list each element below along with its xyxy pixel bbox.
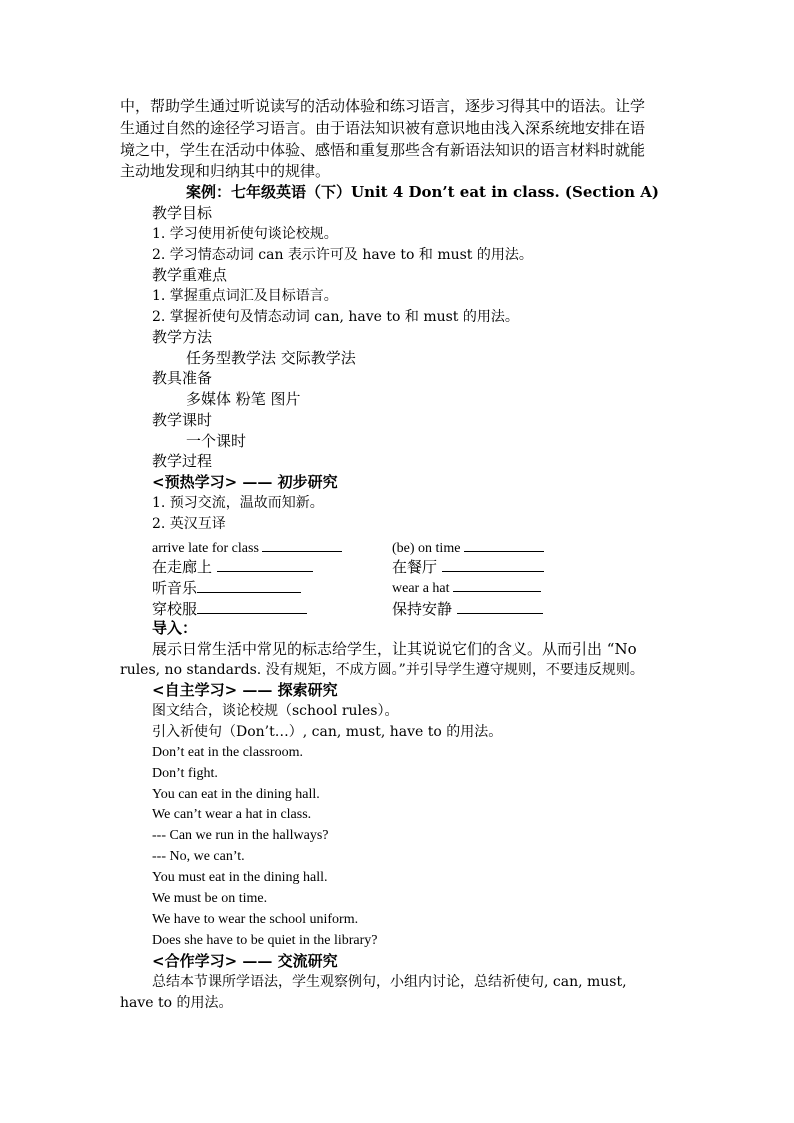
example-sentence: --- No, we can’t. [152, 849, 245, 864]
intro-line-2: 生通过自然的途径学习语言。由于语法知识被有意识地由浅入深系统地安排在语 [120, 119, 646, 137]
example-sentence: We have to wear the school uniform. [152, 912, 359, 927]
answer-blank[interactable] [464, 537, 544, 552]
translation-right: (be) on time [392, 537, 544, 557]
objective-item-2: 2. 学习情态动词 can 表示许可及 have to 和 must 的用法。 [152, 247, 533, 263]
objectives-heading: 教学目标 [152, 204, 213, 222]
preview-item-1: 1. 预习交流，温故而知新。 [152, 495, 324, 511]
cooperative-heading: <合作学习> —— 交流研究 [152, 952, 338, 970]
translation-row [152, 577, 572, 597]
translation-right: 保持安静 [392, 598, 543, 619]
example-sentence: We can’t wear a hat in class. [152, 807, 312, 822]
answer-blank[interactable] [217, 557, 313, 572]
intro-line-3: 境之中，学生在活动中体验、感悟和重复那些含有新语法知识的语言材料时就能 [120, 141, 646, 159]
example-sentence: Don’t eat in the classroom. [152, 745, 303, 760]
example-sentence: We must be on time. [152, 891, 268, 906]
materials-value: 多媒体 粉笔 图片 [186, 390, 301, 408]
example-sentence: You must eat in the dining hall. [152, 870, 328, 885]
lead-in-heading: 导入： [152, 619, 198, 637]
example-sentence: --- Can we run in the hallways? [152, 828, 329, 843]
period-heading: 教学课时 [152, 411, 213, 429]
case-title: 案例：七年级英语（下）Unit 4 Don’t eat in class. (Section A) [186, 183, 660, 201]
intro-line-1: 中，帮助学生通过听说读写的活动体验和练习语言，逐步习得其中的语法。让学 [120, 97, 646, 115]
self-study-item-2: 引入祈使句（Don’t…）, can, must, have to 的用法。 [152, 724, 503, 740]
answer-blank[interactable] [442, 557, 544, 572]
key-point-item-1: 1. 掌握重点词汇及目标语言。 [152, 288, 338, 304]
translation-row [152, 598, 572, 618]
process-heading: 教学过程 [152, 452, 213, 470]
translation-left: 在走廊上 [152, 556, 313, 577]
translation-right: 在餐厅 [392, 556, 544, 577]
example-sentence: Does she have to be quiet in the library? [152, 933, 378, 948]
methods-value: 任务型教学法 交际教学法 [186, 349, 356, 367]
cooperative-line-1: 总结本节课所学语法，学生观察例句，小组内讨论，总结祈使句, can, must, [152, 974, 627, 990]
translation-left: 穿校服 [152, 598, 307, 619]
translation-left: 听音乐 [152, 577, 301, 598]
answer-blank[interactable] [453, 577, 541, 592]
period-value: 一个课时 [186, 432, 247, 450]
answer-blank[interactable] [262, 537, 342, 552]
example-sentence: You can eat in the dining hall. [152, 787, 320, 802]
methods-heading: 教学方法 [152, 328, 213, 346]
key-point-item-2: 2. 掌握祈使句及情态动词 can, have to 和 must 的用法。 [152, 309, 519, 325]
translation-row [152, 537, 572, 557]
answer-blank[interactable] [197, 578, 301, 593]
answer-blank[interactable] [457, 599, 543, 614]
lead-in-line-2: rules, no standards. 没有规矩，不成方圆。”并引导学生遵守规则，不要违反规则。 [120, 662, 644, 678]
example-sentence: Don’t fight. [152, 766, 218, 781]
translation-left: arrive late for class [152, 537, 342, 557]
cooperative-line-2: have to 的用法。 [120, 995, 233, 1011]
self-study-heading: <自主学习> —— 探索研究 [152, 681, 338, 699]
lead-in-line-1: 展示日常生活中常见的标志给学生，让其说说它们的含义。从而引出 “No [152, 640, 637, 658]
key-points-heading: 教学重难点 [152, 266, 228, 284]
self-study-item-1: 图文结合，谈论校规（school rules）。 [152, 703, 399, 719]
preview-item-2: 2. 英汉互译 [152, 516, 226, 532]
preview-heading: <预热学习> —— 初步研究 [152, 473, 338, 491]
answer-blank[interactable] [197, 599, 307, 614]
objective-item-1: 1. 学习使用祈使句谈论校规。 [152, 226, 338, 242]
translation-row [152, 556, 572, 576]
translation-right: wear a hat [392, 577, 541, 597]
intro-line-4: 主动地发现和归纳其中的规律。 [120, 162, 331, 180]
materials-heading: 教具准备 [152, 369, 213, 387]
